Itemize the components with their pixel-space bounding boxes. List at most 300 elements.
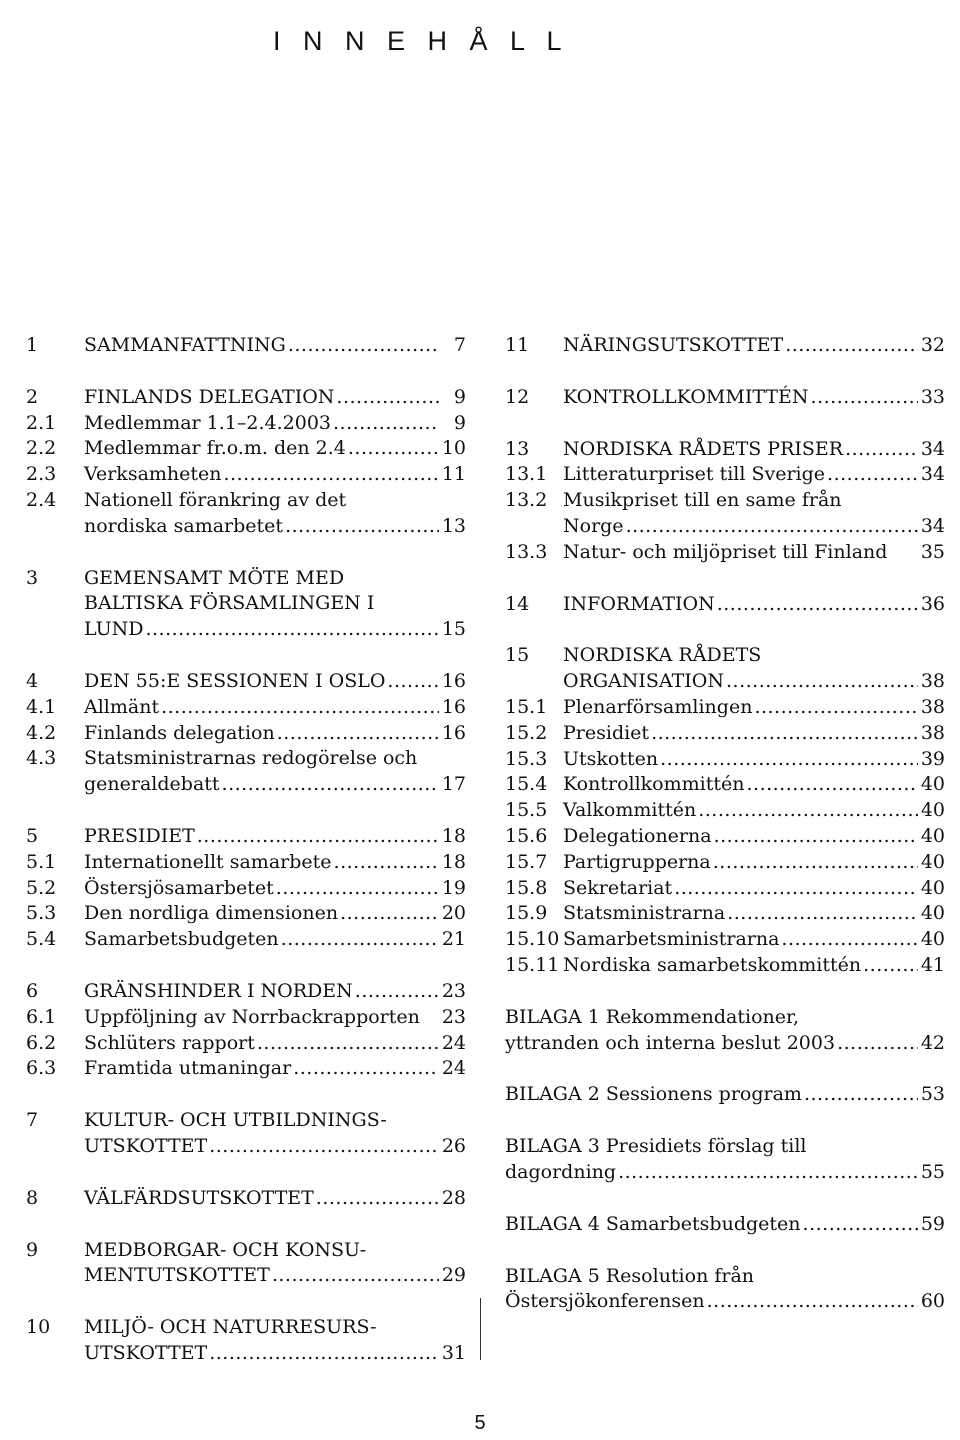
- toc-section-number: 13.1: [505, 463, 548, 486]
- toc-entry-line: [505, 1212, 945, 1238]
- toc-appendix-entry[interactable]: [505, 1005, 945, 1057]
- toc-section-number: 15.5: [505, 799, 548, 822]
- toc-page-number: 42: [920, 1031, 945, 1054]
- toc-dot-leader: [845, 437, 918, 463]
- toc-dot-leader: [785, 333, 918, 359]
- toc-entry-title: MEDBORGAR- OCH KONSU-: [84, 1238, 367, 1261]
- toc-page-number: 60: [920, 1290, 945, 1313]
- toc-entry-body: [84, 1108, 466, 1160]
- toc-entry-title: Statsministrarna: [563, 902, 726, 925]
- toc-entry-title: Östersjösamarbetet: [84, 876, 274, 899]
- toc-entry-line: [505, 1134, 945, 1160]
- toc-page-number: 34: [920, 437, 945, 460]
- toc-page-number: 40: [920, 773, 945, 796]
- toc-entry[interactable]: [26, 901, 466, 927]
- toc-page-number: 23: [441, 979, 466, 1002]
- toc-entry[interactable]: [505, 953, 945, 979]
- toc-section-number: 5.3: [26, 902, 57, 925]
- toc-page-number: 18: [441, 824, 466, 847]
- toc-page-number: 17: [441, 773, 466, 796]
- toc-entry-body: [563, 488, 945, 540]
- toc-entry-line: [505, 1031, 945, 1057]
- toc-entry-title: Musikpriset till en same från: [563, 489, 842, 512]
- toc-entry-line: [84, 1315, 466, 1341]
- toc-page-number: 38: [920, 670, 945, 693]
- toc-dot-leader: [277, 721, 439, 747]
- toc-dot-leader: [197, 824, 439, 850]
- toc-entry-line: [84, 1341, 466, 1367]
- toc-entry-body: [505, 1264, 945, 1316]
- toc-section-number: 10: [26, 1316, 51, 1339]
- toc-entry-line: [563, 514, 945, 540]
- toc-entry-line: [84, 1238, 466, 1264]
- toc-entry-title: INFORMATION: [563, 592, 715, 615]
- toc-dot-leader: [348, 436, 439, 462]
- toc-entry-line: [563, 772, 945, 798]
- toc-entry[interactable]: [505, 876, 945, 902]
- toc-section-number: 6.2: [26, 1031, 57, 1054]
- toc-entry-title: Framtida utmaningar: [84, 1057, 292, 1080]
- toc-entry[interactable]: [505, 385, 945, 411]
- toc-section-number: 15.7: [505, 850, 548, 873]
- toc-page-number: 35: [920, 540, 945, 563]
- toc-section-number: 15: [505, 644, 530, 667]
- toc-page-number: 59: [920, 1212, 945, 1235]
- toc-entry-body: [563, 772, 945, 798]
- toc-page-number: 40: [920, 799, 945, 822]
- toc-entry[interactable]: [26, 824, 466, 850]
- toc-entry-line: [505, 1082, 945, 1108]
- toc-page-number: 32: [920, 334, 945, 356]
- toc-dot-leader: [336, 385, 439, 411]
- toc-entry-title: SAMMANFATTNING: [84, 334, 286, 356]
- toc-entry[interactable]: [26, 1005, 466, 1031]
- toc-entry[interactable]: [26, 488, 466, 540]
- toc-entry-line: [563, 333, 945, 359]
- toc-page-number: 28: [441, 1186, 466, 1209]
- toc-section-number: 1: [26, 334, 39, 356]
- toc-entry[interactable]: [26, 566, 466, 643]
- toc-entry-body: [84, 721, 466, 747]
- toc-entry-title: PRESIDIET: [84, 824, 195, 847]
- toc-section-number: 15.4: [505, 773, 548, 796]
- toc-entry-body: [563, 901, 945, 927]
- toc-entry[interactable]: [505, 901, 945, 927]
- toc-entry-line: [84, 1056, 466, 1082]
- toc-entry[interactable]: [26, 927, 466, 953]
- toc-page-number: 20: [441, 902, 466, 925]
- toc-dot-leader: [827, 462, 918, 488]
- toc-dot-leader: [754, 695, 917, 721]
- toc-page-number: 38: [920, 695, 945, 718]
- toc-entry-line: [563, 643, 945, 669]
- toc-page-number: 23: [441, 1005, 466, 1028]
- toc-entry[interactable]: [26, 850, 466, 876]
- toc-entry-title: Natur- och miljöpriset till Finland: [563, 540, 888, 563]
- toc-entry-title: NORDISKA RÅDETS: [563, 644, 762, 667]
- toc-page-number: 9: [453, 385, 466, 408]
- toc-entry-title: Delegationerna: [563, 824, 712, 847]
- toc-entry-body: [84, 1031, 466, 1057]
- toc-section-number: 3: [26, 566, 39, 589]
- toc-entry-line: [563, 721, 945, 747]
- toc-entry-body: [84, 1005, 466, 1031]
- toc-entry[interactable]: [505, 798, 945, 824]
- toc-entry-line: [84, 462, 466, 488]
- toc-entry-line: [84, 333, 466, 359]
- toc-entry-line: [563, 462, 945, 488]
- toc-entry-title: Partigrupperna: [563, 850, 711, 873]
- toc-entry-title: Uppföljning av Norrbackrapporten: [84, 1005, 420, 1028]
- toc-section-number: 6.1: [26, 1005, 57, 1028]
- toc-entry-line: [84, 876, 466, 902]
- toc-dot-leader: [781, 927, 917, 953]
- toc-entry[interactable]: [505, 824, 945, 850]
- toc-entry-title: BALTISKA FÖRSAMLINGEN I: [84, 592, 375, 615]
- toc-entry-body: [84, 850, 466, 876]
- toc-page-number: 24: [441, 1031, 466, 1054]
- toc-entry[interactable]: [505, 540, 945, 566]
- toc-entry[interactable]: [505, 721, 945, 747]
- toc-page-number: 16: [441, 669, 466, 692]
- toc-section-number: 5.2: [26, 876, 57, 899]
- toc-dot-leader: [288, 333, 439, 359]
- toc-entry-title: GEMENSAMT MÖTE MED: [84, 566, 345, 589]
- toc-entry[interactable]: [26, 436, 466, 462]
- toc-entry[interactable]: [505, 850, 945, 876]
- toc-entry[interactable]: [26, 1108, 466, 1160]
- toc-entry-line: [505, 1005, 945, 1031]
- toc-entry-title: Samarbetsministrarna: [563, 928, 780, 951]
- toc-entry-body: [84, 901, 466, 927]
- toc-entry-line: [84, 488, 466, 514]
- toc-entry[interactable]: [26, 979, 466, 1005]
- toc-page-number: 31: [441, 1341, 466, 1364]
- toc-entry-line: [84, 746, 466, 772]
- toc-entry-title: KONTROLLKOMMITTÉN: [563, 385, 809, 408]
- toc-dot-leader: [224, 462, 439, 488]
- toc-entry-line: [84, 1134, 466, 1160]
- toc-entry[interactable]: [26, 746, 466, 798]
- toc-entry-title: Kontrollkommittén: [563, 773, 745, 796]
- toc-entry-line: [84, 617, 466, 643]
- toc-entry-line: [505, 1264, 945, 1290]
- toc-page-number: 19: [441, 876, 466, 899]
- toc-entry-line: [84, 514, 466, 540]
- toc-entry-title: Litteraturpriset till Sverige: [563, 463, 826, 486]
- toc-entry[interactable]: [26, 411, 466, 437]
- toc-entry[interactable]: [505, 462, 945, 488]
- toc-dot-leader: [387, 669, 438, 695]
- toc-dot-leader: [804, 1082, 918, 1108]
- toc-entry-title: Verksamheten: [84, 463, 222, 486]
- toc-entry-title: dagordning: [505, 1160, 617, 1183]
- toc-entry[interactable]: [505, 772, 945, 798]
- toc-entry[interactable]: [505, 333, 945, 359]
- toc-section-number: 13.2: [505, 489, 548, 512]
- toc-entry[interactable]: [26, 1238, 466, 1290]
- toc-section-number: 14: [505, 592, 530, 615]
- toc-entry-title: Nordiska samarbetskommittén: [563, 953, 862, 976]
- toc-entry-line: [84, 824, 466, 850]
- toc-dot-leader: [727, 901, 918, 927]
- toc-entry-body: [563, 462, 945, 488]
- toc-entry-title: Medlemmar 1.1–2.4.2003: [84, 411, 331, 434]
- toc-entry[interactable]: [505, 927, 945, 953]
- toc-entry-body: [563, 721, 945, 747]
- toc-section-number: 6.3: [26, 1057, 57, 1080]
- toc-entry-title: Samarbetsbudgeten: [84, 928, 279, 951]
- toc-dot-leader: [707, 1289, 918, 1315]
- toc-entry-body: [84, 746, 466, 798]
- toc-entry-body: [505, 1082, 945, 1108]
- toc-page-number: 11: [441, 463, 466, 486]
- toc-entry-line: [84, 411, 466, 437]
- toc-dot-leader: [285, 514, 439, 540]
- toc-entry-line: [563, 437, 945, 463]
- toc-entry-title: BILAGA 1 Rekommendationer,: [505, 1005, 800, 1028]
- toc-entry-body: [563, 953, 945, 979]
- toc-entry-body: [505, 1005, 945, 1057]
- toc-entry-body: [84, 1238, 466, 1290]
- column-divider: [480, 1298, 481, 1360]
- toc-entry-title: NÄRINGSUTSKOTTET: [563, 334, 784, 356]
- toc-appendix-entry[interactable]: [505, 1212, 945, 1238]
- toc-entry[interactable]: [505, 437, 945, 463]
- toc-page-number: 41: [920, 953, 945, 976]
- toc-section-number: 15.11: [505, 953, 560, 976]
- toc-dot-leader: [161, 695, 439, 721]
- toc-entry-title: BILAGA 3 Presidiets förslag till: [505, 1135, 807, 1158]
- toc-dot-leader: [145, 617, 438, 643]
- toc-dot-leader: [209, 1341, 439, 1367]
- toc-entry-line: [84, 566, 466, 592]
- toc-entry-body: [84, 669, 466, 695]
- toc-section-number: 5.4: [26, 928, 57, 951]
- toc-entry-title: FINLANDS DELEGATION: [84, 385, 335, 408]
- toc-entry[interactable]: [26, 1031, 466, 1057]
- toc-entry-body: [563, 333, 945, 359]
- toc-section-number: 15.10: [505, 928, 560, 951]
- toc-appendix-entry[interactable]: [505, 1082, 945, 1108]
- toc-page-number: 10: [441, 437, 466, 460]
- toc-right-column: [505, 333, 945, 1315]
- toc-entry-line: [84, 669, 466, 695]
- toc-entry-body: [563, 798, 945, 824]
- toc-entry-title: generaldebatt: [84, 773, 220, 796]
- toc-entry-title: DEN 55:E SESSIONEN I OSLO: [84, 669, 386, 692]
- toc-entry[interactable]: [26, 695, 466, 721]
- toc-dot-leader: [276, 876, 439, 902]
- toc-entry-title: Finlands delegation: [84, 721, 275, 744]
- toc-entry-body: [84, 824, 466, 850]
- toc-page-number: 40: [920, 876, 945, 899]
- toc-entry-line: [563, 540, 945, 566]
- page-number: 5: [474, 1412, 486, 1434]
- toc-section-number: 2.4: [26, 488, 57, 511]
- toc-entry-body: [563, 643, 945, 695]
- toc-entry-body: [563, 824, 945, 850]
- toc-page-number: 38: [920, 721, 945, 744]
- toc-entry[interactable]: [26, 876, 466, 902]
- toc-entry-body: [84, 462, 466, 488]
- toc-entry-body: [563, 437, 945, 463]
- toc-page-number: 40: [920, 928, 945, 951]
- toc-entry[interactable]: [505, 695, 945, 721]
- toc-entry-line: [84, 1005, 466, 1031]
- toc-section-number: 2.3: [26, 463, 57, 486]
- toc-entry-body: [84, 695, 466, 721]
- toc-entry-line: [563, 953, 945, 979]
- toc-section-number: 4.1: [26, 695, 57, 718]
- toc-entry-line: [84, 979, 466, 1005]
- toc-dot-leader: [340, 901, 439, 927]
- toc-page-number: 7: [453, 334, 466, 356]
- toc-section-number: 15.3: [505, 747, 548, 770]
- toc-dot-leader: [660, 747, 918, 773]
- toc-section-number: 13.3: [505, 540, 548, 563]
- toc-entry-title: nordiska samarbetet: [84, 514, 284, 537]
- toc-entry[interactable]: [26, 1056, 466, 1082]
- toc-appendix-entry[interactable]: [505, 1134, 945, 1186]
- toc-entry-title: Allmänt: [84, 695, 160, 718]
- toc-dot-leader: [257, 1031, 439, 1057]
- toc-entry-title: UTSKOTTET: [84, 1341, 208, 1364]
- toc-entry-title: LUND: [84, 618, 144, 641]
- toc-entry-title: Statsministrarnas redogörelse och: [84, 747, 418, 770]
- toc-entry[interactable]: [26, 333, 466, 359]
- toc-left-column: [26, 333, 466, 1367]
- toc-entry-body: [563, 876, 945, 902]
- toc-section-number: 13: [505, 437, 530, 460]
- toc-entry[interactable]: [26, 1186, 466, 1212]
- toc-section-number: 5.1: [26, 850, 57, 873]
- toc-entry-body: [84, 979, 466, 1005]
- toc-entry-line: [563, 592, 945, 618]
- toc-appendix-entry[interactable]: [505, 1264, 945, 1316]
- toc-entry[interactable]: [26, 462, 466, 488]
- toc-dot-leader: [717, 592, 918, 618]
- toc-entry[interactable]: [505, 643, 945, 695]
- toc-dot-leader: [803, 1212, 918, 1238]
- toc-entry-title: Plenarförsamlingen: [563, 695, 753, 718]
- toc-entry-body: [563, 385, 945, 411]
- toc-entry-title: KULTUR- OCH UTBILDNINGS-: [84, 1109, 387, 1132]
- toc-entry-title: UTSKOTTET: [84, 1134, 208, 1157]
- toc-dot-leader: [746, 772, 917, 798]
- toc-entry[interactable]: [505, 747, 945, 773]
- toc-section-number: 15.8: [505, 876, 548, 899]
- toc-entry[interactable]: [26, 721, 466, 747]
- toc-entry-title: GRÄNSHINDER I NORDEN: [84, 979, 353, 1002]
- toc-page-number: 40: [920, 824, 945, 847]
- toc-page-number: 40: [920, 902, 945, 925]
- toc-dot-leader: [293, 1056, 439, 1082]
- toc-entry-title: BILAGA 4 Samarbetsbudgeten: [505, 1212, 801, 1235]
- toc-page-number: 24: [441, 1057, 466, 1080]
- toc-dot-leader: [698, 798, 918, 824]
- toc-entry-line: [84, 1108, 466, 1134]
- toc-entry-title: Den nordliga dimensionen: [84, 902, 339, 925]
- toc-entry-body: [84, 1056, 466, 1082]
- toc-entry-body: [84, 1186, 466, 1212]
- toc-section-number: 4.2: [26, 721, 57, 744]
- toc-dot-leader: [726, 669, 918, 695]
- toc-page-number: 40: [920, 850, 945, 873]
- toc-entry-line: [505, 1160, 945, 1186]
- toc-page-number: 34: [920, 463, 945, 486]
- toc-entry-line: [84, 695, 466, 721]
- toc-entry-line: [563, 850, 945, 876]
- toc-entry-line: [563, 747, 945, 773]
- toc-entry-body: [563, 695, 945, 721]
- toc-entry-line: [505, 1289, 945, 1315]
- toc-page-number: 36: [920, 592, 945, 615]
- toc-dot-leader: [837, 1031, 918, 1057]
- toc-dot-leader: [713, 850, 918, 876]
- toc-entry-line: [84, 850, 466, 876]
- toc-entry-title: BILAGA 5 Resolution från: [505, 1264, 755, 1287]
- toc-page-number: 26: [441, 1134, 466, 1157]
- toc-entry-line: [84, 1186, 466, 1212]
- toc-entry-line: [84, 721, 466, 747]
- toc-section-number: 7: [26, 1109, 39, 1132]
- toc-entry[interactable]: [26, 385, 466, 411]
- toc-page-number: 34: [920, 514, 945, 537]
- toc-entry[interactable]: [26, 669, 466, 695]
- toc-entry-title: VÄLFÄRDSUTSKOTTET: [84, 1186, 314, 1209]
- toc-dot-leader: [316, 1186, 439, 1212]
- toc-section-number: 12: [505, 385, 530, 408]
- toc-dot-leader: [811, 385, 918, 411]
- toc-entry-line: [84, 901, 466, 927]
- toc-entry-title: Internationellt samarbete: [84, 850, 332, 873]
- toc-entry-body: [505, 1212, 945, 1238]
- toc-page-number: 18: [441, 850, 466, 873]
- toc-entry-body: [84, 1315, 466, 1367]
- toc-entry-title: Norge: [563, 514, 624, 537]
- toc-entry-line: [84, 385, 466, 411]
- toc-entry-body: [84, 927, 466, 953]
- toc-dot-leader: [355, 979, 439, 1005]
- toc-entry-title: Presidiet: [563, 721, 650, 744]
- toc-entry-body: [563, 747, 945, 773]
- toc-entry-body: [84, 876, 466, 902]
- toc-entry-body: [563, 592, 945, 618]
- toc-entry-line: [563, 669, 945, 695]
- toc-page-number: 33: [920, 385, 945, 408]
- toc-dot-leader: [222, 772, 439, 798]
- toc-page-number: 53: [920, 1083, 945, 1106]
- toc-entry-title: Schlüters rapport: [84, 1031, 255, 1054]
- toc-page-number: 16: [441, 721, 466, 744]
- toc-entry-line: [563, 488, 945, 514]
- toc-entry-body: [563, 540, 945, 566]
- toc-entry-title: Valkommittén: [563, 799, 697, 822]
- toc-entry-line: [84, 1263, 466, 1289]
- toc-entry-line: [563, 385, 945, 411]
- toc-entry-title: Nationell förankring av det: [84, 488, 347, 511]
- toc-entry[interactable]: [505, 488, 945, 540]
- toc-page-number: 9: [453, 411, 466, 434]
- toc-entry[interactable]: [26, 1315, 466, 1367]
- toc-entry-body: [84, 385, 466, 411]
- toc-dot-leader: [674, 876, 918, 902]
- toc-entry-body: [563, 927, 945, 953]
- toc-entry[interactable]: [505, 592, 945, 618]
- toc-section-number: 15.6: [505, 824, 548, 847]
- toc-entry-line: [563, 798, 945, 824]
